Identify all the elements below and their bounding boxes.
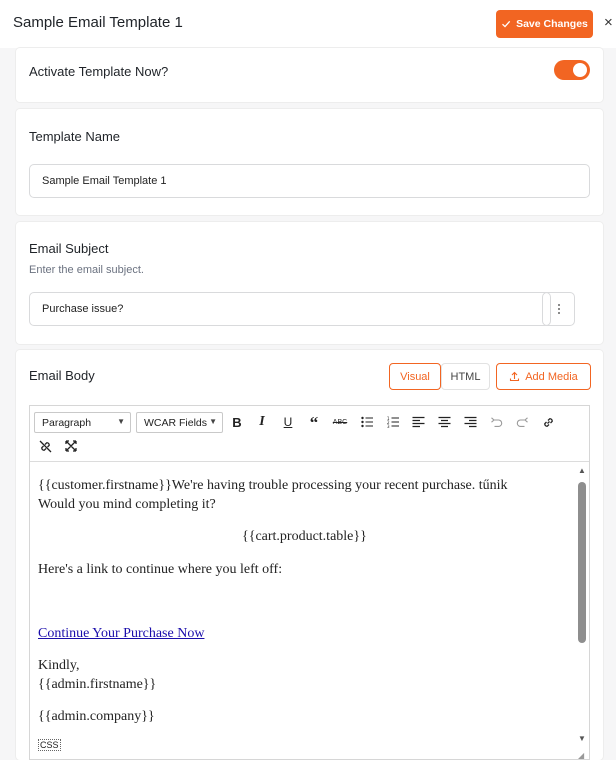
kebab-icon — [557, 303, 561, 315]
signoff-text: Kindly, — [38, 658, 80, 673]
template-name-card — [16, 109, 603, 215]
toggle-knob — [573, 63, 587, 77]
close-icon[interactable]: × — [604, 14, 613, 31]
numbered-list-icon[interactable] — [382, 411, 404, 433]
scrollbar-thumb[interactable] — [578, 482, 586, 643]
blockquote-icon[interactable]: “ — [309, 413, 319, 432]
align-right-icon[interactable] — [459, 411, 481, 433]
admin-firstname-placeholder: {{admin.firstname}} — [38, 677, 157, 692]
checkmark-icon — [501, 19, 511, 29]
activate-toggle[interactable] — [554, 60, 590, 80]
svg-text:3: 3 — [386, 424, 390, 428]
format-select[interactable] — [34, 412, 131, 433]
save-changes-button[interactable] — [496, 10, 593, 38]
link-icon[interactable] — [537, 411, 559, 433]
content-line-1: {{customer.firstname}}We're having trouble processing your recent purchase. tűnik — [38, 478, 508, 493]
link-intro-text: Here's a link to continue where you left off: — [38, 562, 283, 577]
fullscreen-icon[interactable] — [60, 435, 82, 457]
page-title: Sample Email Template 1 — [13, 14, 183, 31]
save-changes-label: Save Changes — [516, 18, 588, 30]
scroll-up-arrow-icon[interactable]: ▲ — [578, 466, 586, 475]
continue-purchase-paragraph — [38, 624, 204, 643]
redo-icon[interactable] — [511, 411, 533, 433]
svg-text:1: 1 — [386, 416, 390, 421]
tab-visual[interactable]: Visual — [389, 363, 441, 390]
strikethrough-icon[interactable]: ABC — [332, 418, 348, 426]
email-subject-hint: Enter the email subject. — [29, 264, 144, 276]
css-style-tag: CSS — [40, 740, 59, 750]
more-options-button[interactable] — [542, 292, 575, 326]
upload-icon — [509, 371, 520, 382]
italic-icon[interactable]: I — [259, 414, 265, 429]
email-subject-input[interactable]: Purchase issue? — [29, 292, 551, 326]
caret-down-icon: ▼ — [117, 417, 125, 426]
tab-html[interactable]: HTML — [441, 363, 490, 390]
editor-content[interactable] — [30, 463, 575, 749]
caret-down-icon: ▼ — [209, 417, 217, 426]
wcar-fields-select[interactable] — [136, 412, 223, 433]
scroll-down-arrow-icon[interactable]: ▼ — [578, 734, 586, 743]
admin-company-placeholder: {{admin.company}} — [38, 709, 155, 724]
template-name-input[interactable]: Sample Email Template 1 — [29, 164, 590, 198]
activate-label: Activate Template Now? — [29, 64, 169, 79]
email-subject-label: Email Subject — [29, 241, 109, 256]
undo-icon[interactable] — [485, 411, 507, 433]
header-bar — [0, 0, 616, 48]
rich-text-editor — [29, 405, 590, 760]
continue-purchase-link[interactable]: Continue Your Purchase Now — [38, 626, 205, 641]
editor-toolbar — [30, 406, 589, 462]
product-table-placeholder: {{cart.product.table}} — [242, 529, 367, 544]
bold-icon[interactable]: B — [232, 414, 242, 430]
resize-handle-icon[interactable]: ◢ — [578, 751, 585, 760]
add-media-button[interactable] — [496, 363, 591, 390]
email-body-label: Email Body — [29, 368, 95, 383]
format-select-value: Paragraph — [42, 416, 92, 429]
align-center-icon[interactable] — [433, 411, 455, 433]
add-media-label: Add Media — [525, 370, 578, 383]
activate-card — [16, 48, 603, 102]
template-name-label: Template Name — [29, 129, 121, 144]
content-line-2: Would you mind completing it? — [38, 497, 216, 512]
svg-text:2: 2 — [386, 420, 390, 425]
underline-icon[interactable]: U — [283, 415, 293, 429]
unlink-icon[interactable] — [34, 435, 56, 457]
bullet-list-icon[interactable] — [356, 411, 378, 433]
wcar-fields-value: WCAR Fields — [144, 416, 208, 429]
align-left-icon[interactable] — [407, 411, 429, 433]
